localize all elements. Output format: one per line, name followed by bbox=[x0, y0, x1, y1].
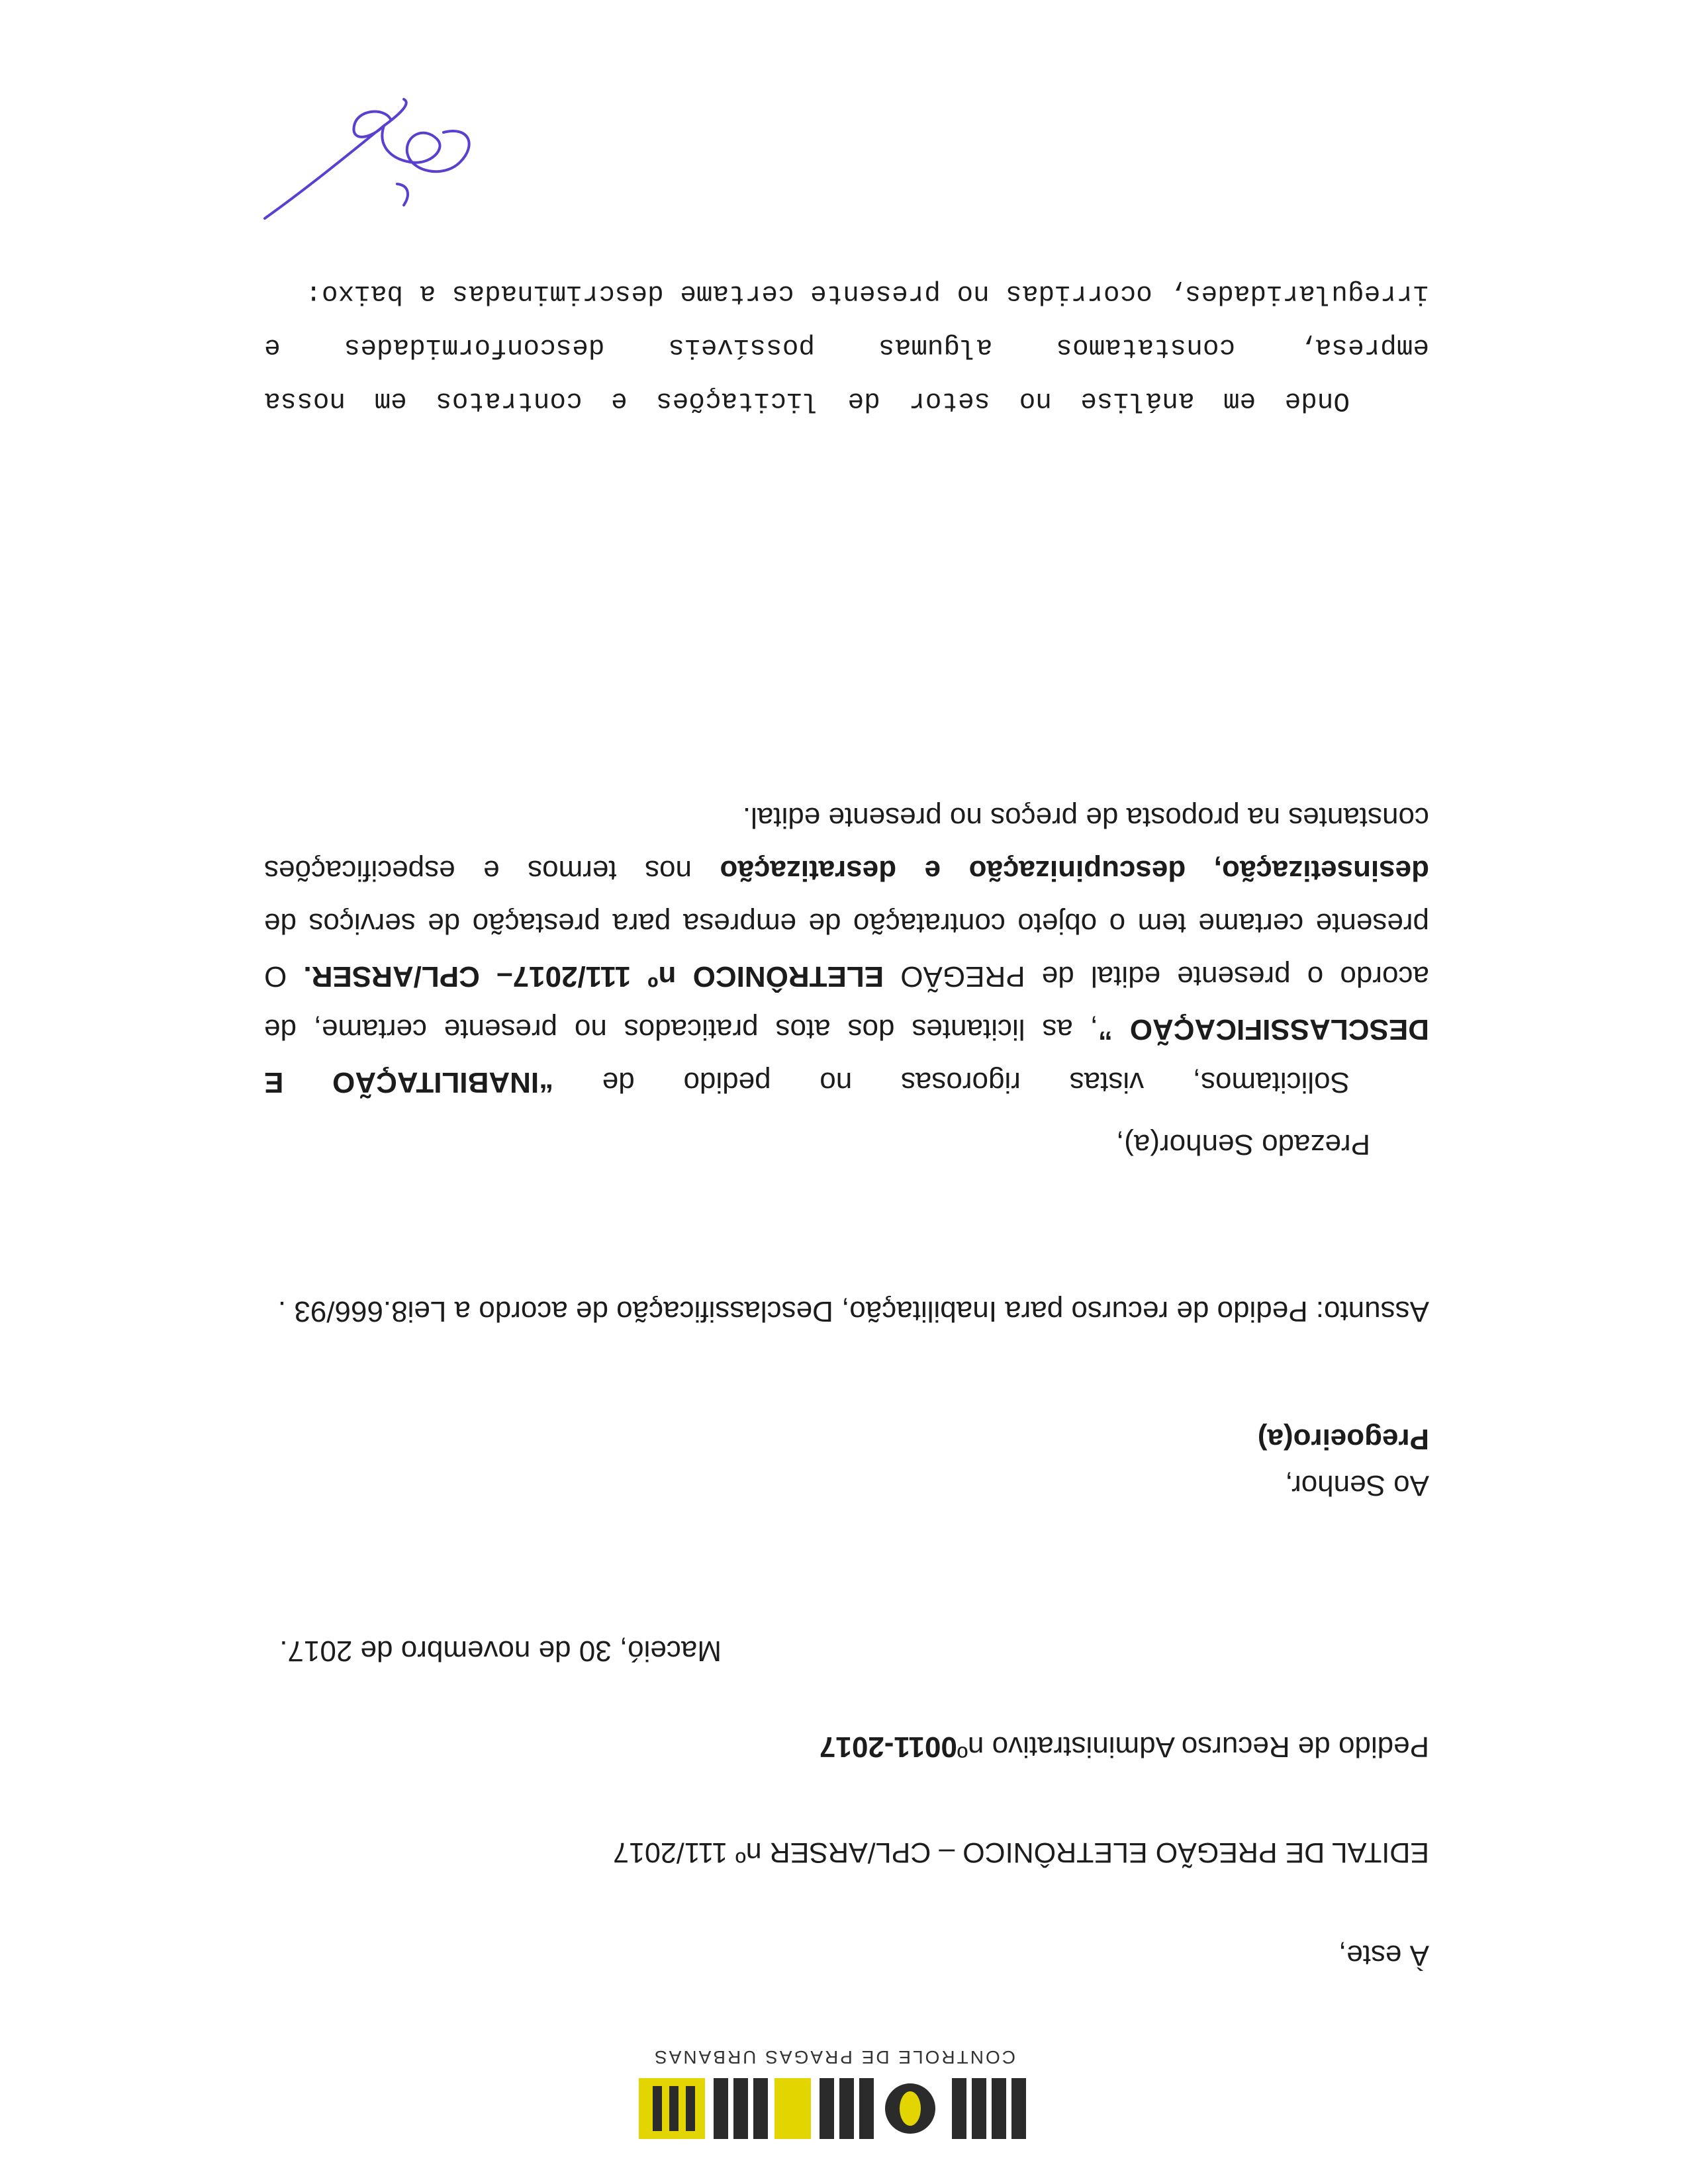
para1-end: nos termos e especificações constantes na proposta de preços no presente edital. bbox=[264, 801, 1429, 887]
recipient-role: Pregoeiro(a) bbox=[1257, 1423, 1429, 1455]
para1-middle: , as licitantes dos atos praticados no presente certame, de acordo o presente edital de PREGÃO bbox=[264, 960, 1429, 1046]
greeting: Prezado Senhor(a), bbox=[1116, 1128, 1370, 1161]
logo-wordmark bbox=[629, 2071, 1039, 2144]
handwritten-signature bbox=[258, 93, 483, 225]
pedido-number: 0011-2017 bbox=[819, 1731, 957, 1763]
edital-reference: EDITAL DE PREGÃO ELETRÔNICO – CPL/ARSER nº 111/2017 bbox=[613, 1837, 1429, 1868]
para1-tail: O presente certame tem o objeto contratação de empresa para prestação de serviços de bbox=[264, 907, 1429, 993]
para1-highlight-inabilitacao: “INABILITAÇÃO E DESCLASSIFICAÇÃO ” bbox=[264, 1013, 1429, 1099]
para2-text: Onde em análise no setor de licitações e contratos em nossa empresa, constatamos algumas possíveis desconformidades e irregularidades, ocorridas no presente certame descriminadas a baixo: bbox=[264, 278, 1429, 416]
company-logo bbox=[629, 2038, 1039, 2144]
date-line: Maceió, 30 de novembro de 2017. bbox=[279, 1635, 722, 1667]
pedido-prefix: Pedido de Recurso Administrativo nº bbox=[957, 1731, 1429, 1763]
paragraph-request bbox=[264, 791, 1429, 1109]
para1-highlight-services: desinsetização, descupinização e desratização bbox=[720, 854, 1429, 887]
subject: Assunto: Pedido de recurso para Inabilitação, Desclassificação de acordo a Lei8.666/93 . bbox=[277, 1295, 1429, 1328]
logo-tagline: CONTROLE DE PRAGAS URBANAS bbox=[653, 2047, 1015, 2068]
salutation-top: À este, bbox=[1338, 1939, 1429, 1972]
recipient-line: Ao Senhor, bbox=[1285, 1469, 1429, 1502]
paragraph-analysis bbox=[264, 266, 1429, 427]
para1-highlight-edital: ELETRÔNICO nº 111/2017– CPL/ARSER. bbox=[303, 960, 884, 993]
pedido-line bbox=[820, 1729, 1429, 1764]
para1-lead: Solicitamos, vistas rigorosas no pedido de bbox=[553, 1066, 1350, 1099]
